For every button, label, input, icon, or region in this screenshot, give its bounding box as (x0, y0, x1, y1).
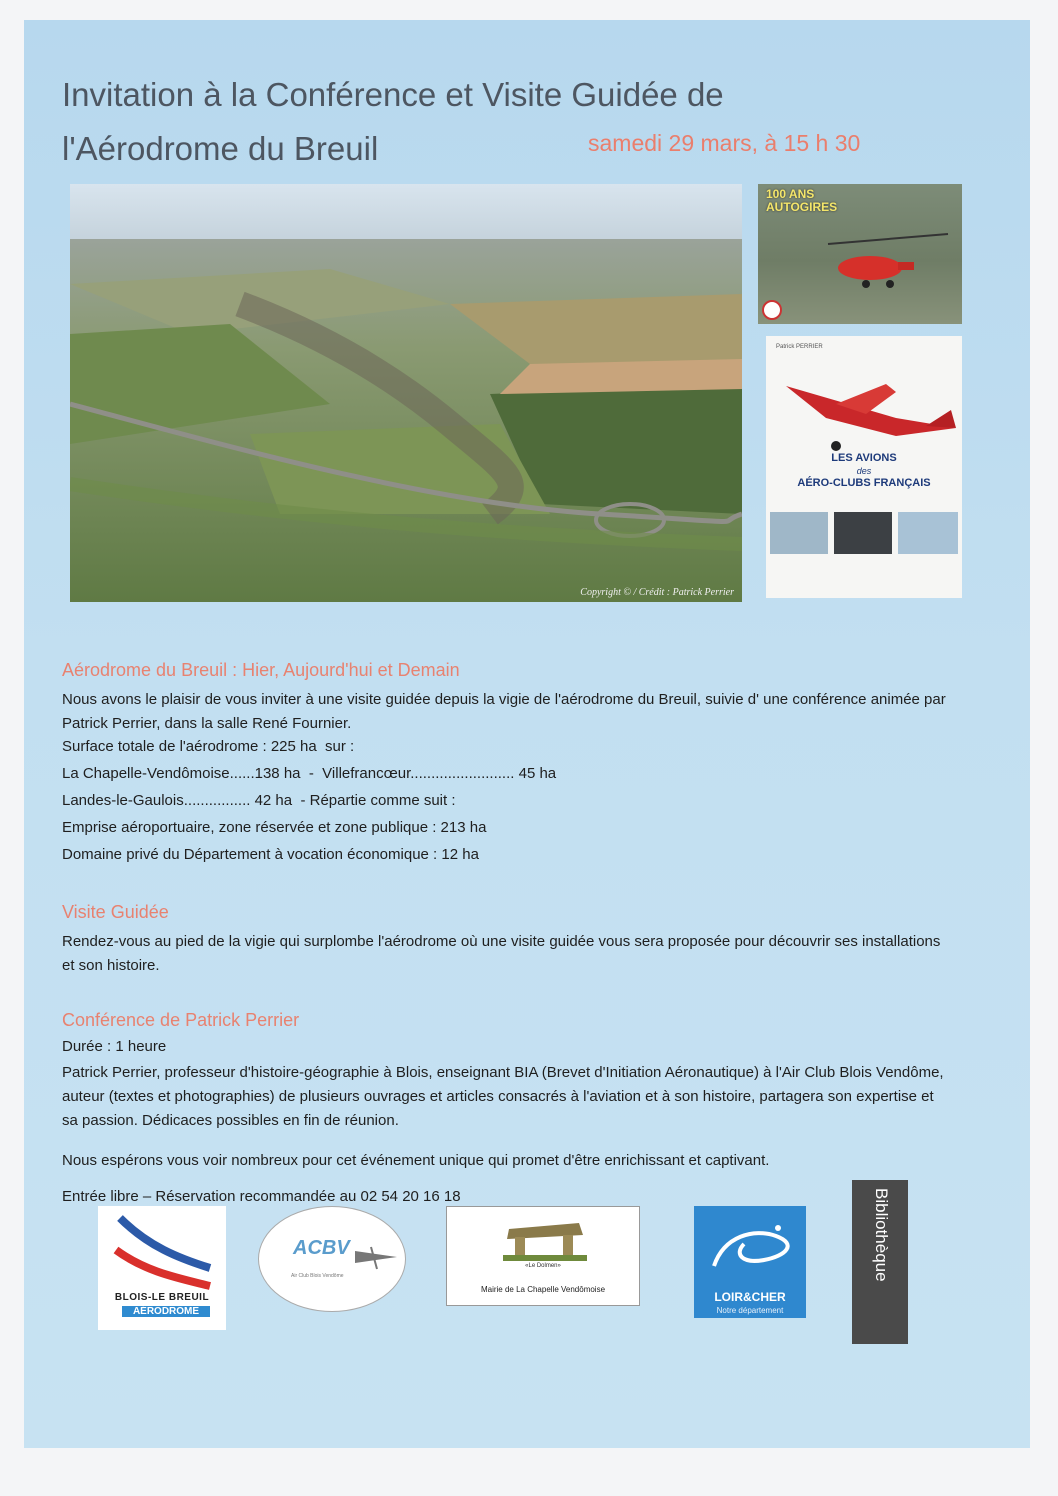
book2-photo-strip (766, 512, 962, 562)
closing-text: Nous espérons vous voir nombreux pour cet événement unique qui promet d'être enrichissant et captivant. (62, 1152, 770, 1169)
section-heading-visite: Visite Guidée (62, 902, 169, 922)
logo-bibliotheque (852, 1180, 908, 1344)
aerial-landscape (70, 184, 742, 602)
book1-title: 100 ANS AUTOGIRES (766, 187, 838, 214)
section1-intro: Nous avons le plaisir de vous inviter à une visite guidée depuis la vigie de l'aérodrome du Breuil, suivie d' une conférence animée par Patrick Perrier, dans la salle René Fournier. (62, 691, 946, 732)
aerial-photo (70, 184, 742, 602)
section-heading-aerodrome: Aérodrome du Breuil : Hier, Aujourd'hui et Demain (62, 660, 460, 680)
blois-wings-icon (98, 1206, 226, 1296)
blois-line-1: BLOIS-LE BREUIL (114, 1292, 210, 1303)
title-line-2: l'Aérodrome du Breuil (62, 130, 379, 167)
acbv-subtitle: Air Club Blois Vendôme (291, 1273, 344, 1279)
logo-mairie-chapelle (446, 1206, 640, 1306)
surface-emprise: Emprise aéroportuaire, zone réservée et zone publique : 213 ha (62, 819, 487, 836)
conference-bio: Patrick Perrier, professeur d'histoire-géographie à Blois, enseignant BIA (Brevet d'Initiation Aéronautique) à l'Air Club Blois Vendôme, auteur (textes et photographies) de plusieurs ouvrages et articles consacrés à l'aviation et à son histoire, partagera son expertise et sa passion. Dédicaces possibles en fin de réunion. (62, 1064, 944, 1129)
entry-reservation: Entrée libre – Réservation recommandée au 02 54 20 16 18 (62, 1188, 461, 1205)
dolmen-icon (447, 1207, 639, 1263)
page-title (62, 68, 922, 176)
book2-line-2: des (856, 466, 872, 476)
surface-chapelle: La Chapelle-Vendômoise......138 ha - Villefrancœur......................... 45 ha (62, 765, 557, 782)
photo-credit: Copyright © / Crédit : Patrick Perrier (580, 587, 734, 598)
blois-line-2: AÉRODROME (122, 1306, 210, 1317)
conference-duration: Durée : 1 heure (62, 1038, 167, 1055)
surface-total: Surface totale de l'aérodrome : 225 ha sur : (62, 738, 355, 755)
acbv-airplane-icon (259, 1207, 405, 1311)
acbv-label: ACBV (293, 1237, 350, 1259)
book2-author: Patrick PERRIER (776, 344, 823, 350)
book-cover-aeroclubs (766, 336, 962, 598)
surface-domaine: Domaine privé du Département à vocation économique : 12 ha (62, 846, 479, 863)
logo-acbv (258, 1206, 406, 1312)
title-line-1: Invitation à la Conférence et Visite Guidée de (62, 76, 724, 113)
bibliotheque-label: Bibliothèque (872, 1188, 891, 1282)
logo-loir-et-cher (694, 1206, 806, 1318)
book2-line-3: AÉRO-CLUBS FRANÇAIS (797, 477, 931, 489)
section2-text: Rendez-vous au pied de la vigie qui surplombe l'aérodrome où une visite guidée vous sera proposée pour découvrir ses installations et son histoire. (62, 933, 941, 974)
surface-landes: Landes-le-Gaulois................ 42 ha - Répartie comme suit : (62, 792, 456, 809)
red-airplane-illustration (766, 356, 962, 466)
loir-cher-lizard-icon (694, 1206, 806, 1286)
mairie-label: Mairie de La Chapelle Vendômoise (480, 1285, 606, 1294)
loir-cher-label: LOIR&CHER (714, 1290, 786, 1304)
book-cover-autogires (758, 184, 962, 324)
mairie-dolmen-label: «Le Dolmen» (525, 1263, 561, 1269)
book2-line-1: LES AVIONS (831, 452, 897, 464)
event-date: samedi 29 mars, à 15 h 30 (588, 130, 861, 156)
logo-blois-le-breuil (98, 1206, 226, 1330)
loir-cher-subtitle: Notre département (716, 1306, 784, 1315)
section-heading-conference: Conférence de Patrick Perrier (62, 1010, 300, 1030)
